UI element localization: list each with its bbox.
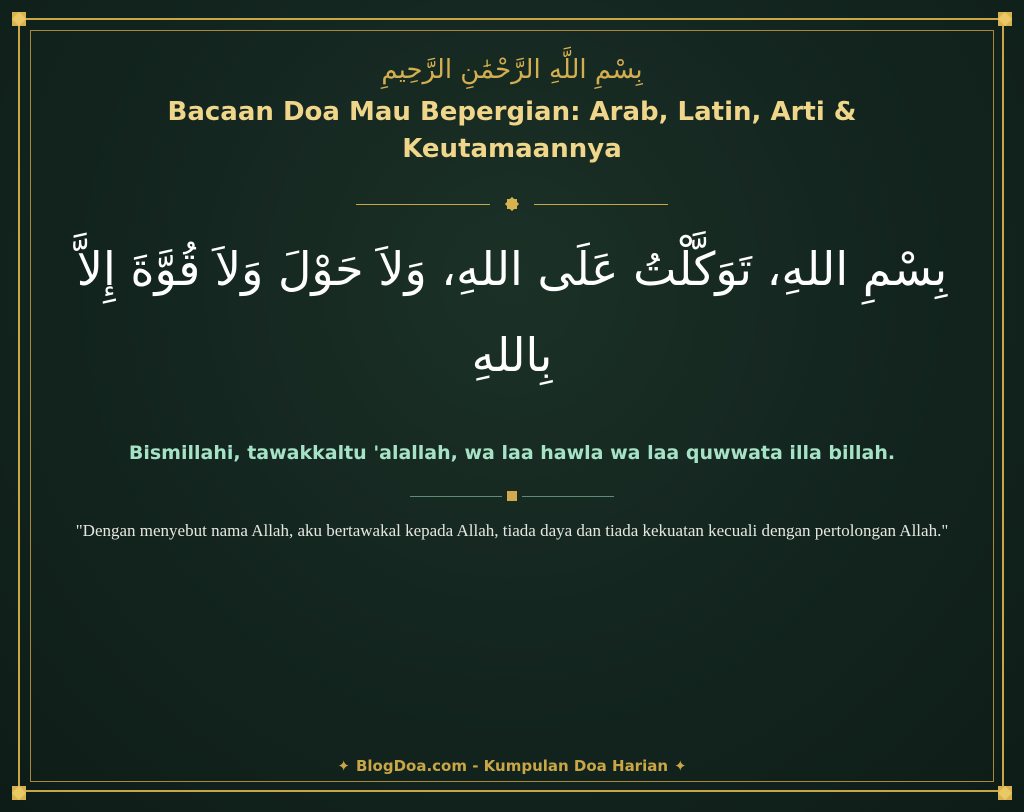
doa-arabic-text: بِسْمِ اللهِ، تَوَكَّلْتُ عَلَى اللهِ، وَلاَ حَوْلَ وَلاَ قُوَّةَ إِلاَّ بِاللهِ: [76, 242, 948, 382]
doa-card: [40, 40, 984, 545]
sparkle-icon: ✦: [674, 757, 687, 775]
footer-credit: [0, 757, 1024, 775]
basmala-heading: بِسْمِ اللَّهِ الرَّحْمَٰنِ الرَّحِيمِ: [381, 55, 643, 85]
teal-divider: [40, 490, 984, 502]
sparkle-icon: ✦: [337, 757, 350, 775]
corner-ornament-top-left: [12, 12, 26, 26]
divider-line-left: [410, 496, 502, 497]
corner-ornament-bottom-right: [998, 786, 1012, 800]
square-ornament-icon: [506, 490, 518, 502]
doa-translation: "Dengan menyebut nama Allah, aku bertawakal kepada Allah, tiada daya dan tiada kekuatan kecuali dengan pertolongan Allah.": [75, 521, 949, 540]
footer-text: BlogDoa.com - Kumpulan Doa Harian: [355, 757, 669, 775]
gold-divider: [40, 196, 984, 212]
doa-latin-transliteration: Bismillahi, tawakkaltu 'alallah, wa laa hawla wa laa quwwata illa billah.: [128, 442, 896, 464]
divider-line-right: [534, 204, 668, 205]
corner-ornament-bottom-left: [12, 786, 26, 800]
divider-line-left: [356, 204, 490, 205]
corner-ornament-top-right: [998, 12, 1012, 26]
page-title: Bacaan Doa Mau Bepergian: Arab, Latin, Arti & Keutamaannya: [167, 97, 857, 164]
divider-line-right: [522, 496, 614, 497]
star-ornament-icon: [504, 196, 520, 212]
